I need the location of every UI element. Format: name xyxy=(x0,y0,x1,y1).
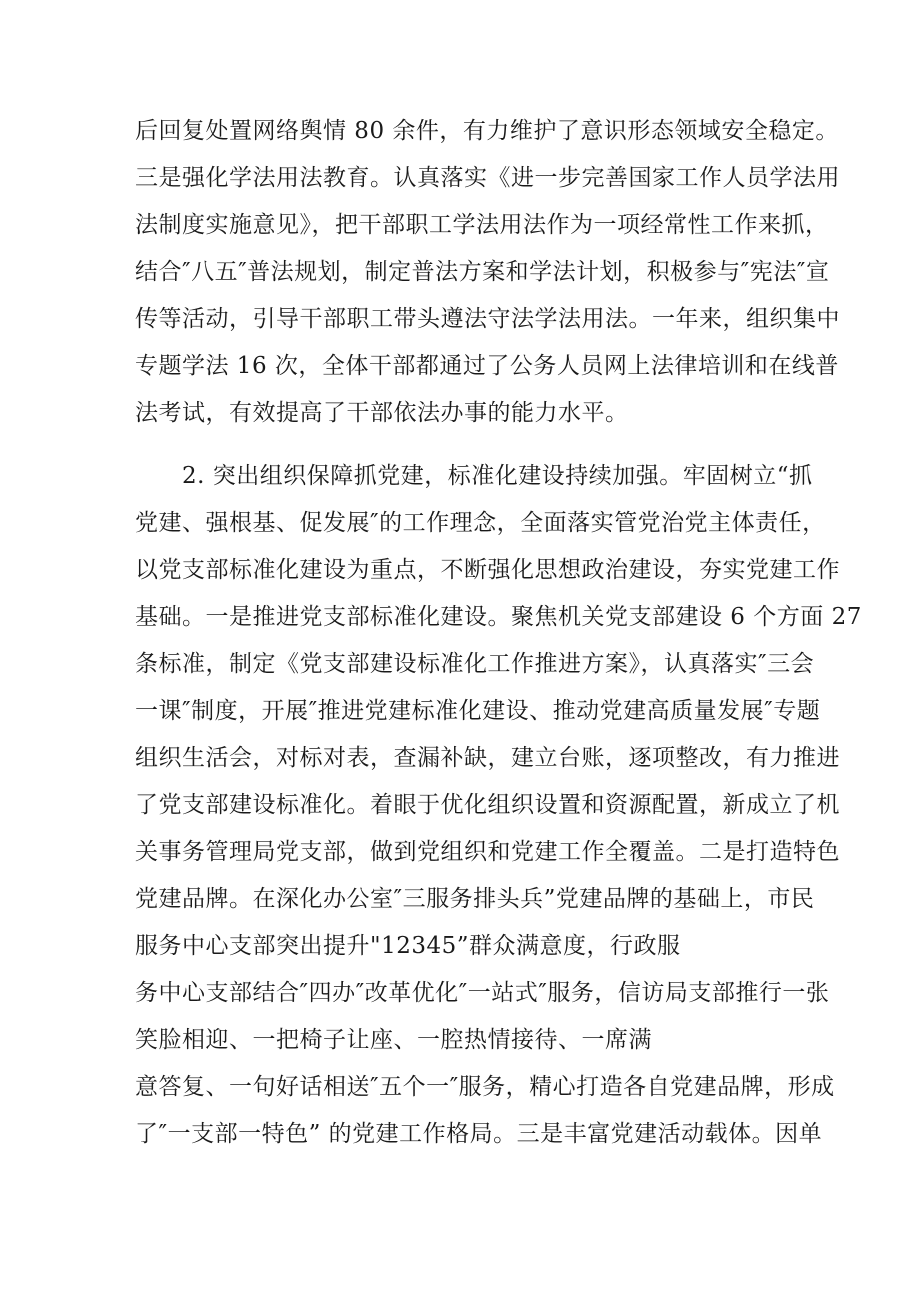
text-line: 2. 突出组织保障抓党建，标准化建设持续加强。牢固树立“抓 xyxy=(135,463,813,489)
text-line: 组织生活会，对标对表，查漏补缺，建立台账，逐项整改，有力推进 xyxy=(135,745,840,771)
text-line: 结合″八五″普法规划，制定普法方案和学法计划，积极参与″宪法″宣 xyxy=(135,259,830,285)
text-line: 意答复、一句好话相送″五个一″服务，精心打造各自党建品牌，形成 xyxy=(135,1074,835,1100)
text-line: 以党支部标准化建设为重点，不断强化思想政治建设，夯实党建工作 xyxy=(135,557,840,583)
paragraph-gap xyxy=(135,437,815,453)
text-line: 专题学法 16 次，全体干部都通过了公务人员网上法律培训和在线普 xyxy=(135,353,839,379)
text-line: 基础。一是推进党支部标准化建设。聚焦机关党支部建设 6 个方面 27 xyxy=(135,604,862,630)
text-line: 条标准，制定《党支部建设标准化工作推进方案》，认真落实″三会 xyxy=(135,651,815,677)
text-line: 党建品牌。在深化办公室″三服务排头兵”党建品牌的基础上，市民 xyxy=(135,886,815,912)
text-line: 传等活动，引导干部职工带头遵法守法学法用法。一年来，组织集中 xyxy=(135,306,840,332)
text-line: 后回复处置网络舆情 80 余件，有力维护了意识形态领域安全稳定。 xyxy=(135,118,839,144)
text-line: 笑脸相迎、一把椅子让座、一腔热情接待、一席满 xyxy=(135,1027,652,1053)
text-line xyxy=(135,1158,815,1205)
text-line: 服务中心支部突出提升"12345”群众满意度，行政服 xyxy=(135,933,681,959)
text-line: 法考试，有效提高了干部依法办事的能力水平。 xyxy=(135,400,629,426)
text-line: 了党支部建设标准化。着眼于优化组织设置和资源配置，新成立了机 xyxy=(135,792,840,818)
paragraph-2 xyxy=(135,453,862,1205)
text-line: 法制度实施意见》，把干部职工学法用法作为一项经常性工作来抓， xyxy=(135,212,829,238)
text-line: 党建、强根基、促发展″的工作理念，全面落实管党治党主体责任， xyxy=(135,510,826,536)
document-body xyxy=(135,108,862,1205)
paragraph-1 xyxy=(135,108,840,437)
text-line: 一课″制度，开展″推进党建标准化建设、推动党建高质量发展″专题 xyxy=(135,698,821,724)
text-line: 三是强化学法用法教育。认真落实《进一步完善国家工作人员学法用 xyxy=(135,165,840,191)
text-line: 务中心支部结合″四办″改革优化″一站式″服务，信访局支部推行一张 xyxy=(135,980,830,1006)
text-line: 了″一支部一特色” 的党建工作格局。三是丰富党建活动载体。因单 xyxy=(135,1121,823,1147)
text-line: 关事务管理局党支部，做到党组织和党建工作全覆盖。二是打造特色 xyxy=(135,839,840,865)
